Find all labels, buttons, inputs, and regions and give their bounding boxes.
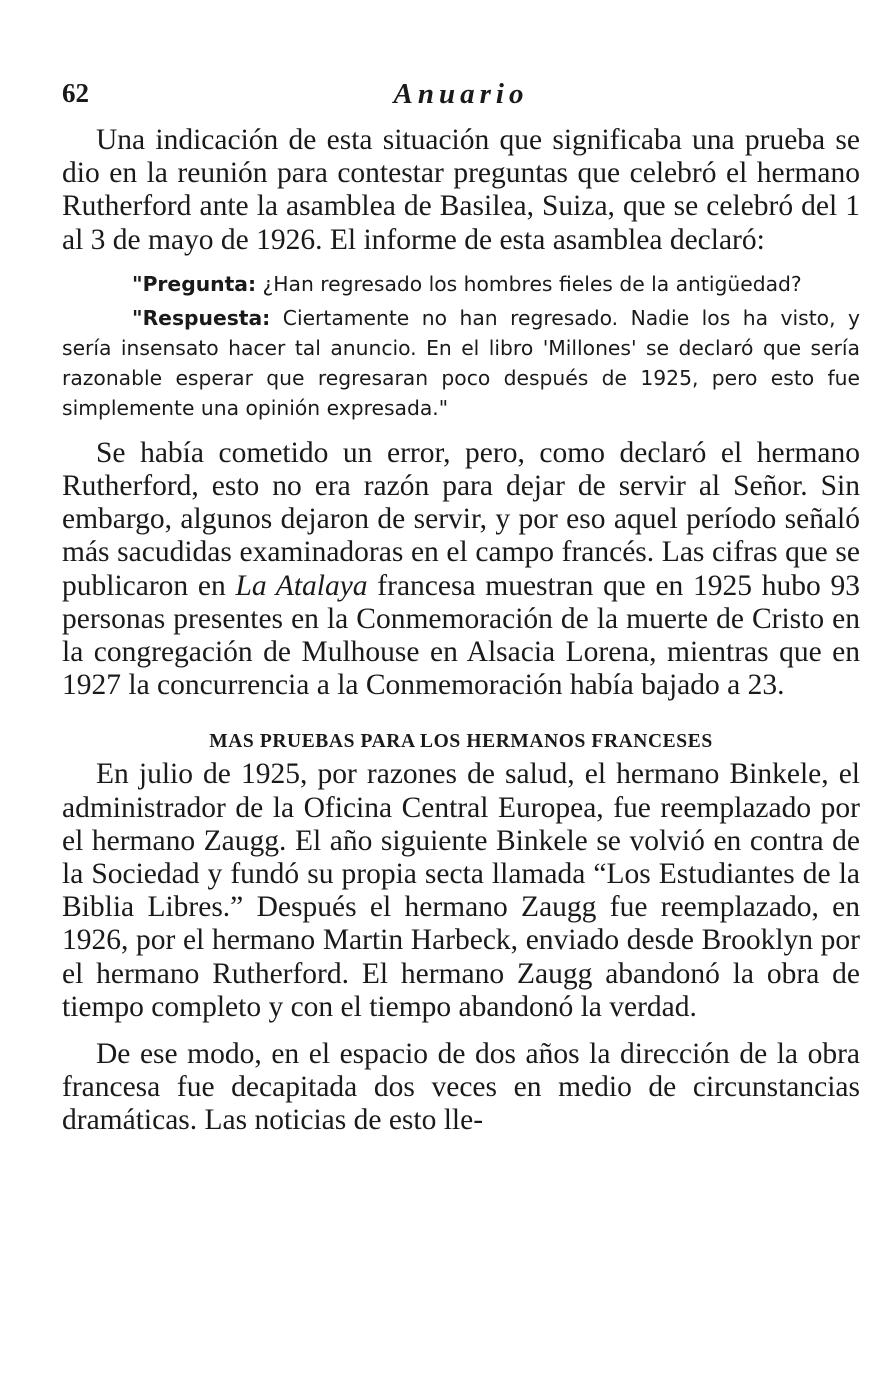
- answer-text: Ciertamente no han regresado. Nadie los ha visto, y sería insensato hacer tal anuncio. En el libro 'Millones' se declaró que sería razonable esperar que regresaran poco después de 1925, pero esto fue simplemente una opinión expresada.": [62, 305, 860, 420]
- page-header: [62, 78, 860, 124]
- paragraph-error: [62, 437, 860, 703]
- section-heading: MAS PRUEBAS PARA LOS HERMANOS FRANCESES: [209, 731, 713, 753]
- paragraph-conclusion: De ese modo, en el espacio de dos años la dirección de la obra francesa fue decapitada dos veces en medio de circunstancias dramáticas. Las noticias de esto lle-: [62, 1038, 860, 1137]
- book-page: [62, 78, 860, 1138]
- quote-question: [62, 269, 860, 299]
- question-text: ¿Han regresado los hombres fieles de la antigüedad?: [256, 271, 802, 296]
- publication-title: La Atalaya: [235, 569, 368, 602]
- quote-block: [62, 269, 860, 423]
- running-head: Anuario: [393, 78, 529, 110]
- answer-label: "Respuesta:: [132, 305, 271, 330]
- paragraph-error-after: francesa muestran que en 1925 hubo 93 personas presentes en la Conmemoración de la muerte de Cristo en la congregación de Mulhouse en Alsacia Lorena, mientras que en 1927 la concurrencia a la Conmemoración había bajado a 23.: [62, 569, 860, 702]
- paragraph-intro: Una indicación de esta situación que significaba una prueba se dio en la reunión para contestar preguntas que celebró el hermano Rutherford ante la asamblea de Basilea, Suiza, que se celebró del 1 al 3 de mayo de 1926. El informe de esta asamblea declaró:: [62, 124, 860, 256]
- quote-answer: [62, 303, 860, 423]
- page-number: 62: [62, 78, 89, 108]
- paragraph-error-before: Se había cometido un error, pero, como declaró el hermano Rutherford, esto no era razón para dejar de servir al Señor. Sin embargo, algunos dejaron de servir, y por eso aquel período señaló más sacudidas examinadoras en el campo francés. Las cifras que se publicaron en: [62, 436, 860, 602]
- paragraph-binkele: En julio de 1925, por razones de salud, el hermano Binkele, el administrador de la Oficina Central Europea, fue reemplazado por el hermano Zaugg. El año siguiente Binkele se volvió en contra de la Sociedad y fundó su propia secta llamada “Los Estudiantes de la Biblia Libres.” Después el hermano Zaugg fue reemplazado, en 1926, por el hermano Martin Harbeck, enviado desde Brooklyn por el hermano Rutherford. El hermano Zaugg abandonó la obra de tiempo completo y con el tiempo abandonó la verdad.: [62, 758, 860, 1023]
- question-label: "Pregunta:: [132, 271, 257, 296]
